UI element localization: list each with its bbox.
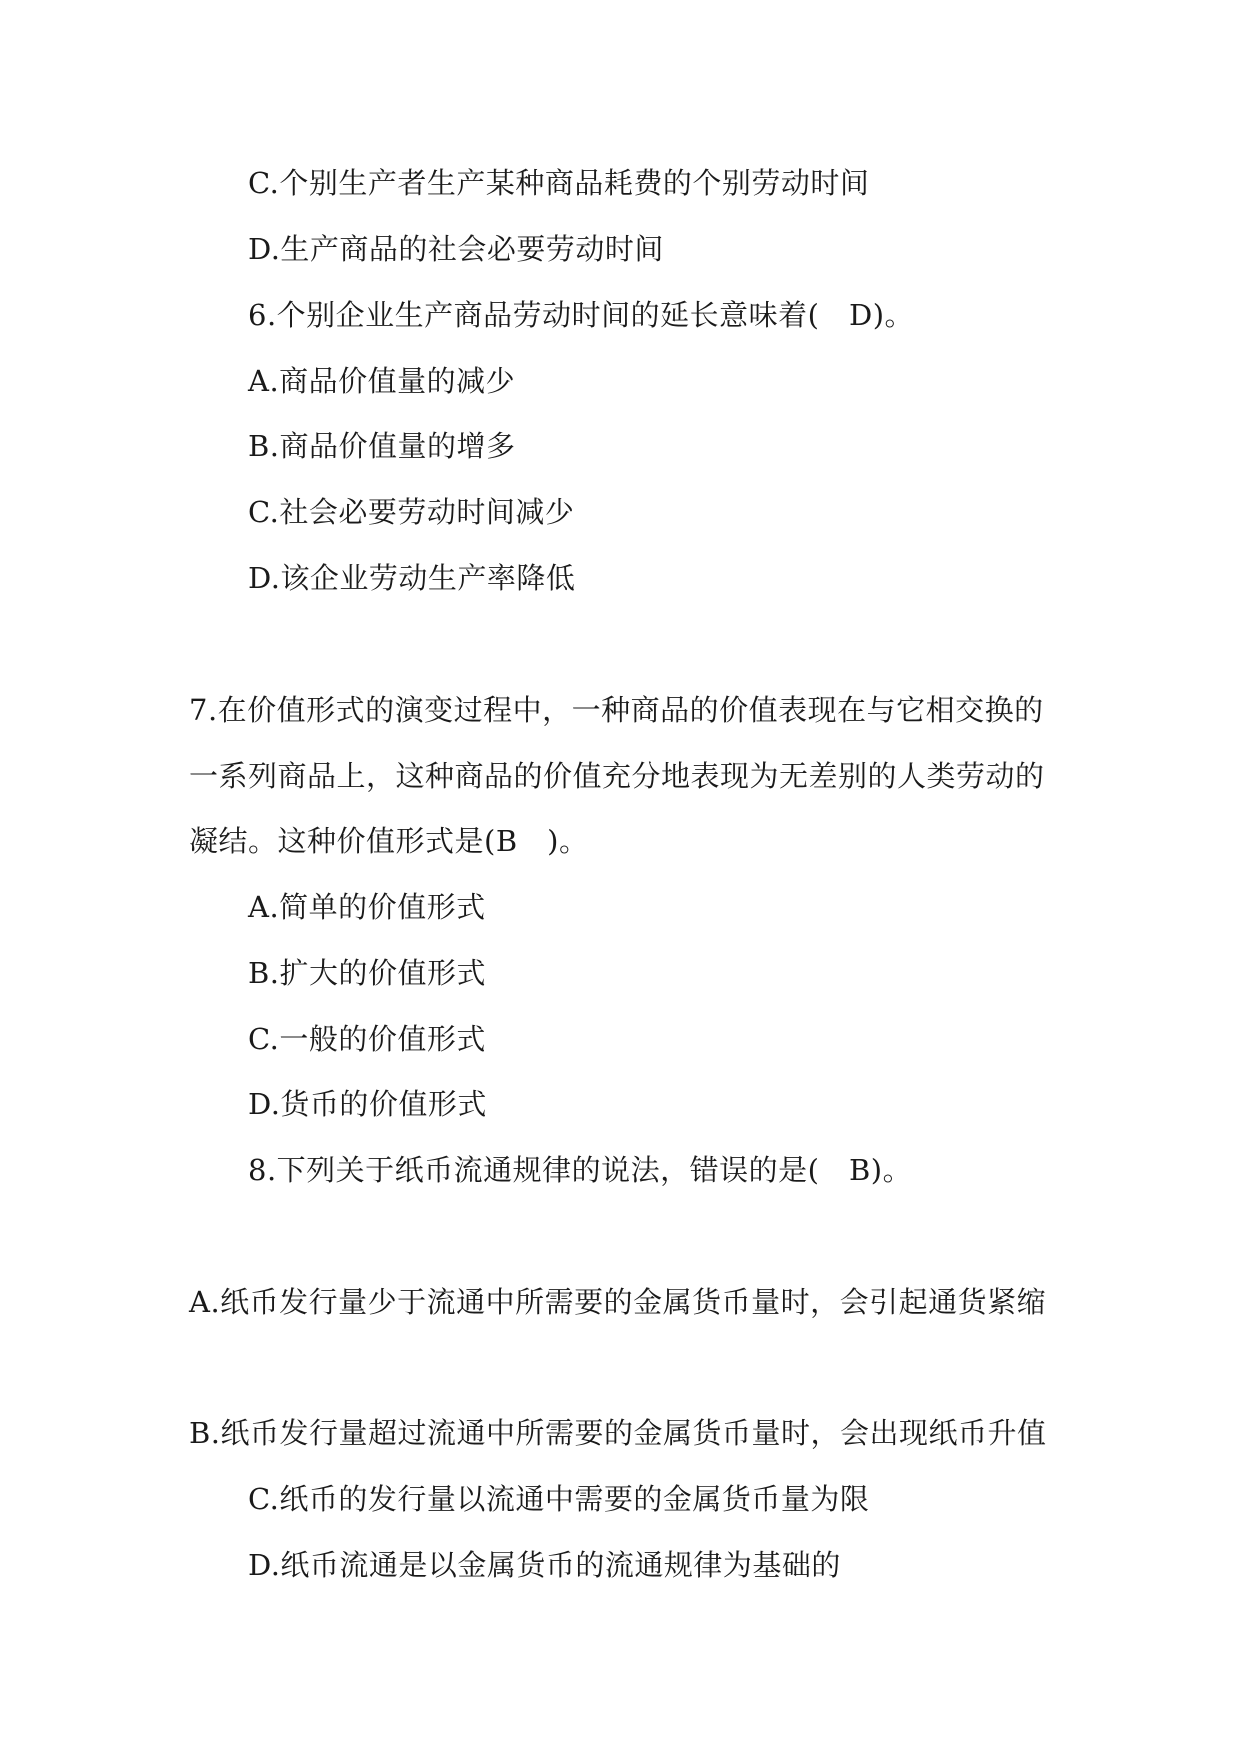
q7-option-b: B.扩大的价值形式 bbox=[248, 956, 487, 990]
q6-option-a: A.商品价值量的减少 bbox=[248, 364, 516, 398]
q8-question: 8.下列关于纸币流通规律的说法，错误的是( B)。 bbox=[248, 1153, 913, 1187]
q5-option-d: D.生产商品的社会必要劳动时间 bbox=[248, 232, 664, 266]
q7-option-a: A.简单的价值形式 bbox=[248, 890, 486, 924]
q7-question-line-1: 7.在价值形式的演变过程中，一种商品的价值表现在与它相交换的 bbox=[189, 693, 1044, 727]
q6-option-c: C.社会必要劳动时间减少 bbox=[248, 495, 575, 529]
q8-option-b: B.纸币发行量超过流通中所需要的金属货币量时，会出现纸币升值 bbox=[189, 1416, 1047, 1450]
q5-option-c: C.个别生产者生产某种商品耗费的个别劳动时间 bbox=[248, 166, 870, 200]
q6-option-d: D.该企业劳动生产率降低 bbox=[248, 561, 576, 595]
q8-option-d: D.纸币流通是以金属货币的流通规律为基础的 bbox=[248, 1548, 841, 1582]
q7-question-line-3: 凝结。这种价值形式是(B )。 bbox=[189, 824, 589, 858]
q7-question-line-2: 一系列商品上，这种商品的价值充分地表现为无差别的人类劳动的 bbox=[189, 759, 1045, 793]
q6-question: 6.个别企业生产商品劳动时间的延长意味着( D)。 bbox=[248, 298, 915, 332]
q7-option-d: D.货币的价值形式 bbox=[248, 1087, 487, 1121]
q8-option-c: C.纸币的发行量以流通中需要的金属货币量为限 bbox=[248, 1482, 870, 1516]
q6-option-b: B.商品价值量的增多 bbox=[248, 429, 516, 463]
q7-option-c: C.一般的价值形式 bbox=[248, 1022, 486, 1056]
q8-option-a: A.纸币发行量少于流通中所需要的金属货币量时，会引起通货紧缩 bbox=[189, 1285, 1047, 1319]
